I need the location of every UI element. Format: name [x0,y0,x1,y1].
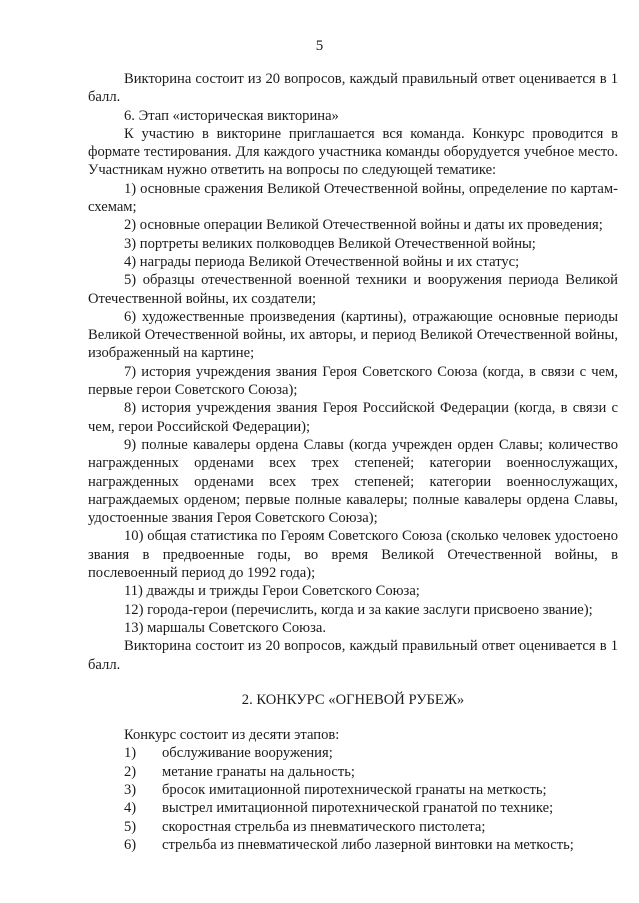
page-number: 5 [315,38,324,54]
topic-item: 8) история учреждения звания Героя Российской Федерации (когда, в связи с чем, герои Российской Федерации); [88,400,618,435]
paragraph: Викторина состоит из 20 вопросов, каждый правильный ответ оценивается в 1 балл. [88,638,618,673]
topic-item: 7) история учреждения звания Героя Советского Союза (когда, в связи с чем, первые герои Советского Союза); [88,363,618,399]
paragraph: К участию в викторине приглашается вся команда. Конкурс проводится в формате тестирования. Для каждого участника команды оборудуется учебное место. Участникам нужно ответить на вопросы по следующей тематике: [88,125,618,179]
topic-item: 9) полные кавалеры ордена Славы (когда учрежден орден Славы; количество награжденных орденами всех трех степеней; категории военнослужащих, награжденных орденами всех трех степеней; категории военнослужащих, награждаемых орденом; первые полные кавалеры; полные кавалеры ордена Славы, удостоенные звания Героя Советского Союза); [88,436,618,527]
stage-text: стрельба из пневматической либо лазерной винтовки на меткость; [162,836,574,853]
topic-item: 6) художественные произведения (картины), отражающие основные периоды Великой Отечественной войны, их авторы, и период Великой Отечественной войны, изображенный на картине; [88,308,618,362]
stage-text: метание гранаты на дальность; [162,763,355,780]
stage-number: 3) [124,781,137,798]
stage-number: 4) [124,800,137,817]
section-heading: 2. КОНКУРС «ОГНЕВОЙ РУБЕЖ» [241,691,465,708]
list-item [88,818,618,836]
stage-number: 1) [124,745,137,762]
stage-text: обслуживание вооружения; [162,745,333,762]
stage-title: 6. Этап «историческая викторина» [124,107,339,124]
topic-item: 3) портреты великих полководцев Великой Отечественной войны; [124,235,536,252]
stage-number: 2) [124,763,137,780]
stage-number: 6) [124,836,137,853]
list-item [88,744,618,762]
list-item [88,836,618,854]
stage-text: бросок имитационной пиротехнической гранаты на меткость; [162,781,547,798]
stage-number: 5) [124,818,137,835]
topic-item: 5) образцы отечественной военной техники и вооружения периода Великой Отечественной войны, их создатели; [88,272,618,307]
list-item [88,763,618,781]
list-item [88,781,618,799]
document-body [88,70,618,854]
topic-item: 10) общая статистика по Героям Советского Союза (сколько человек удостоено звания в предвоенные годы, во время Великой Отечественной войны, в послевоенный период до 1992 года); [88,528,618,582]
paragraph: Викторина состоит из 20 вопросов, каждый правильный ответ оценивается в 1 балл. [88,71,618,106]
topic-item: 12) города-герои (перечислить, когда и за какие заслуги присвоено звание); [124,601,593,618]
topic-item: 11) дважды и трижды Герои Советского Союза; [124,583,420,600]
stage-text: выстрел имитационной пиротехнической гранатой по технике; [162,800,554,817]
topic-item: 13) маршалы Советского Союза. [124,619,326,636]
stages-intro: Конкурс состоит из десяти этапов: [124,727,340,744]
topic-item: 1) основные сражения Великой Отечественной войны, определение по картам-схемам; [88,180,618,216]
topic-item: 2) основные операции Великой Отечественной войны и даты их проведения; [124,217,603,234]
stages-list [88,744,618,854]
stage-text: скоростная стрельба из пневматического пистолета; [162,818,486,835]
topic-item: 4) награды периода Великой Отечественной войны и их статус; [124,253,520,270]
list-item [88,799,618,817]
